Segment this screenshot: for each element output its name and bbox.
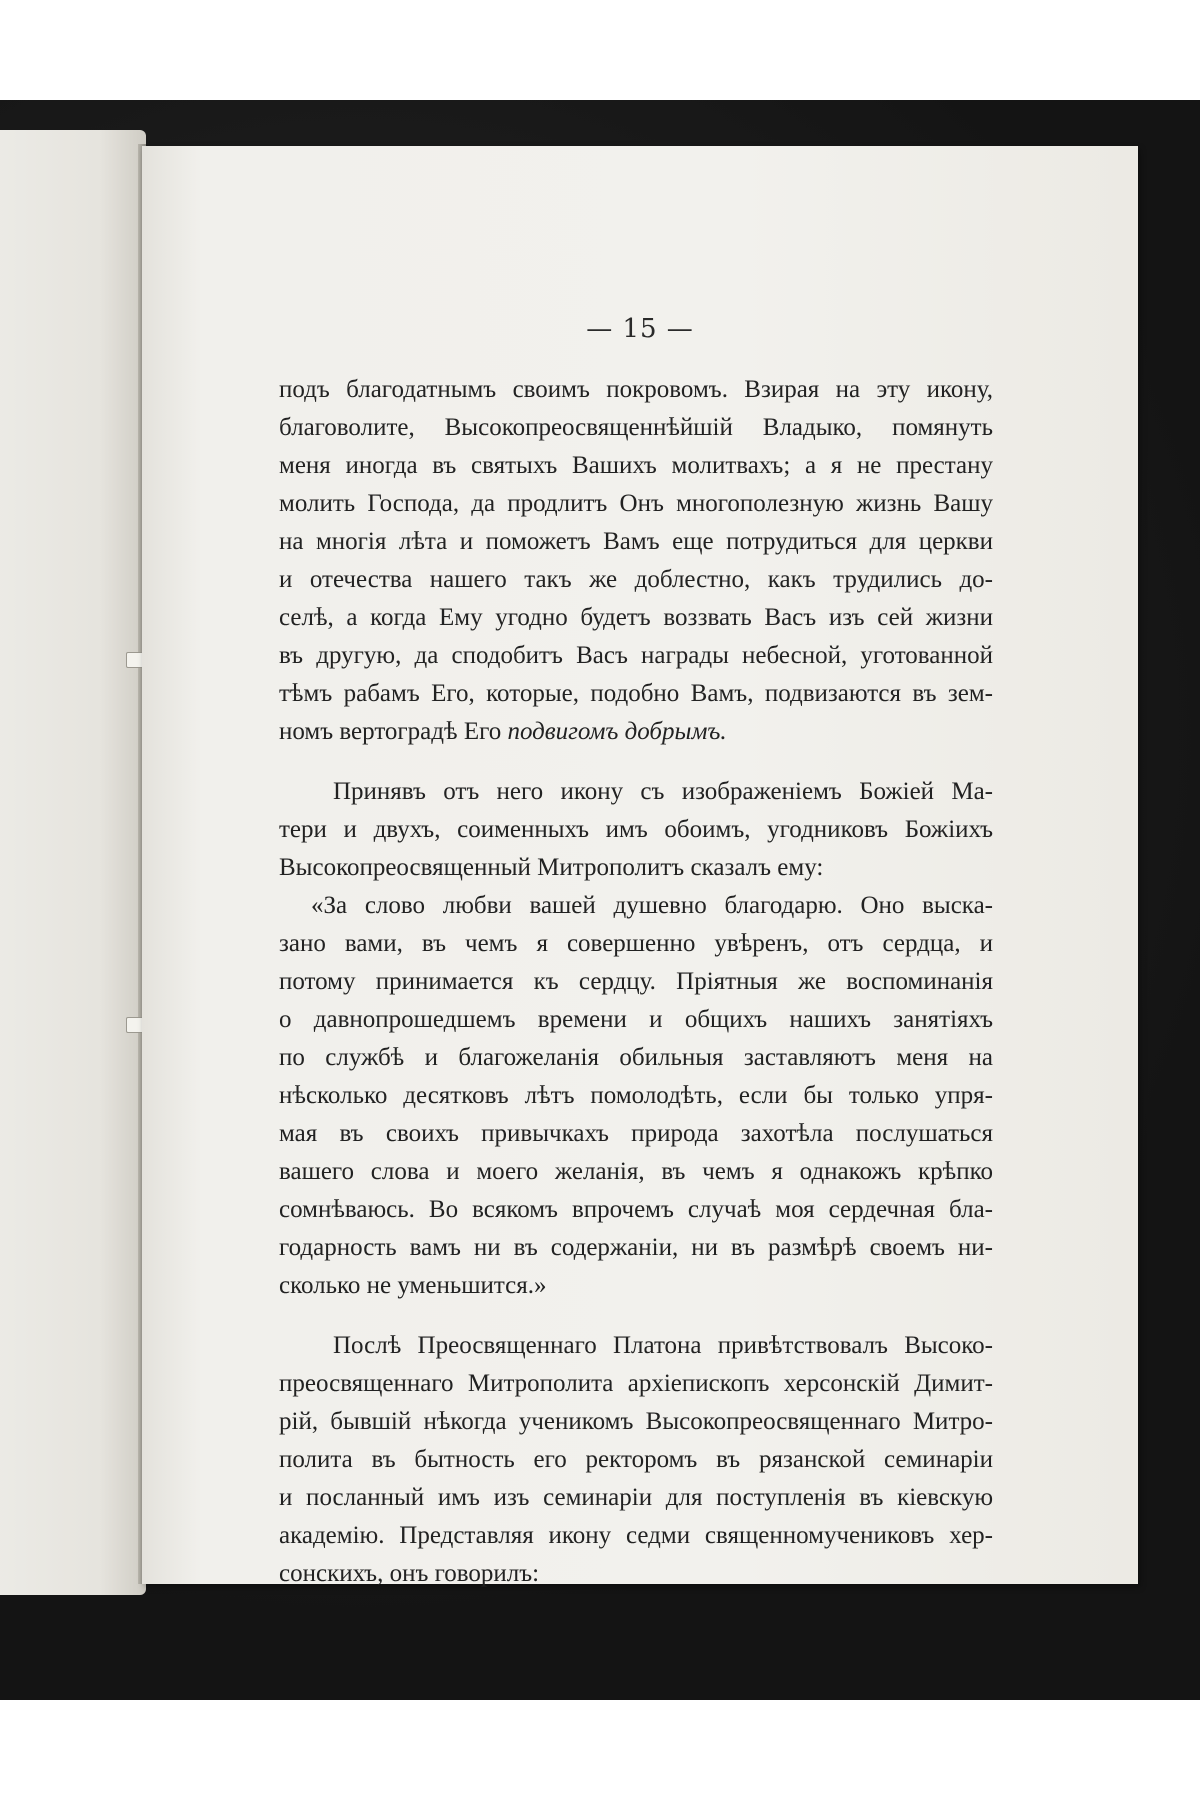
- left-page-edge: [0, 130, 146, 1595]
- text-line: Высокопреосвященный Митрополитъ сказалъ ему:: [279, 854, 824, 881]
- text-line: о давнопрошедшемъ времени и общихъ нашихъ занятіяхъ: [279, 1006, 993, 1033]
- text-line: зано вами, въ чемъ я совершенно увѣренъ, отъ сердца, и: [279, 930, 993, 957]
- text-line: въ другую, да сподобитъ Васъ награды небесной, уготованной: [279, 642, 993, 669]
- text-line: преосвященнаго Митрополита архіепископъ херсонскій Димит-: [279, 1370, 993, 1397]
- text-line: «За слово любви вашей душевно благодарю. Оно выска-: [311, 892, 993, 919]
- text-line: полита въ бытность его ректоромъ въ рязанской семинаріи: [279, 1446, 993, 1473]
- text-line: Принявъ отъ него икону съ изображеніемъ Божіей Ма-: [333, 778, 993, 805]
- text-line: селѣ, а когда Ему угодно будетъ воззвать Васъ изъ сей жизни: [279, 604, 993, 631]
- text-line: рій, бывшій нѣкогда ученикомъ Высокопреосвященнаго Митро-: [279, 1408, 993, 1435]
- paragraph-gap: [279, 1305, 993, 1327]
- text-line: тѣмъ рабамъ Его, которые, подобно Вамъ, подвизаются въ зем-: [279, 680, 993, 707]
- text-line: тери и двухъ, соименныхъ имъ обоимъ, угодниковъ Божіихъ: [279, 816, 993, 843]
- text-line: Послѣ Преосвященнаго Платона привѣтствовалъ Высоко-: [333, 1332, 993, 1359]
- page-number: — 15 —: [586, 314, 694, 344]
- text-line: [279, 713, 993, 751]
- text-line: и отечества нашего такъ же доблестно, какъ трудились до-: [279, 566, 993, 593]
- text-line: подъ благодатнымъ своимъ покровомъ. Взирая на эту икону,: [279, 376, 993, 403]
- text-line: сомнѣваюсь. Во всякомъ впрочемъ случаѣ моя сердечная бла-: [279, 1196, 993, 1223]
- text-line: сонскихъ, онъ говорилъ:: [279, 1560, 540, 1587]
- text-line: нѣсколько десятковъ лѣтъ помолодѣть, если бы только упря-: [279, 1082, 993, 1109]
- book-page: [142, 146, 1138, 1587]
- text-line: и посланный имъ изъ семинаріи для поступленія въ кіевскую: [279, 1484, 993, 1511]
- text-line: академію. Представляя икону седми священномучениковъ хер-: [279, 1522, 993, 1549]
- text-line: по службѣ и благожеланія обильныя заставляютъ меня на: [279, 1044, 993, 1071]
- text-line: благоволите, Высокопреосвященнѣйшій Владыко, помянуть: [279, 414, 993, 441]
- italic-phrase: подвигомъ добрымъ.: [507, 718, 727, 745]
- text-line: сколько не уменьшится.»: [279, 1272, 547, 1299]
- paragraph-gap: [279, 751, 993, 773]
- text-line: на многія лѣта и поможетъ Вамъ еще потрудиться для церкви: [279, 528, 993, 555]
- page-text: [279, 371, 993, 1593]
- photo-background: [0, 100, 1200, 1700]
- text-line: вашего слова и моего желанія, въ чемъ я однакожъ крѣпко: [279, 1158, 993, 1185]
- text-line: мая въ своихъ привычкахъ природа захотѣла послушаться: [279, 1120, 993, 1147]
- text-line: годарность вамъ ни въ содержаніи, ни въ размѣрѣ своемъ ни-: [279, 1234, 993, 1261]
- text-line: потому принимается къ сердцу. Пріятныя же воспоминанія: [279, 968, 993, 995]
- text-line: молить Господа, да продлитъ Онъ многополезную жизнь Вашу: [279, 490, 993, 517]
- text-line: меня иногда въ святыхъ Вашихъ молитвахъ; а я не престану: [279, 452, 993, 479]
- text-fragment: номъ вертоградѣ Его: [279, 718, 508, 745]
